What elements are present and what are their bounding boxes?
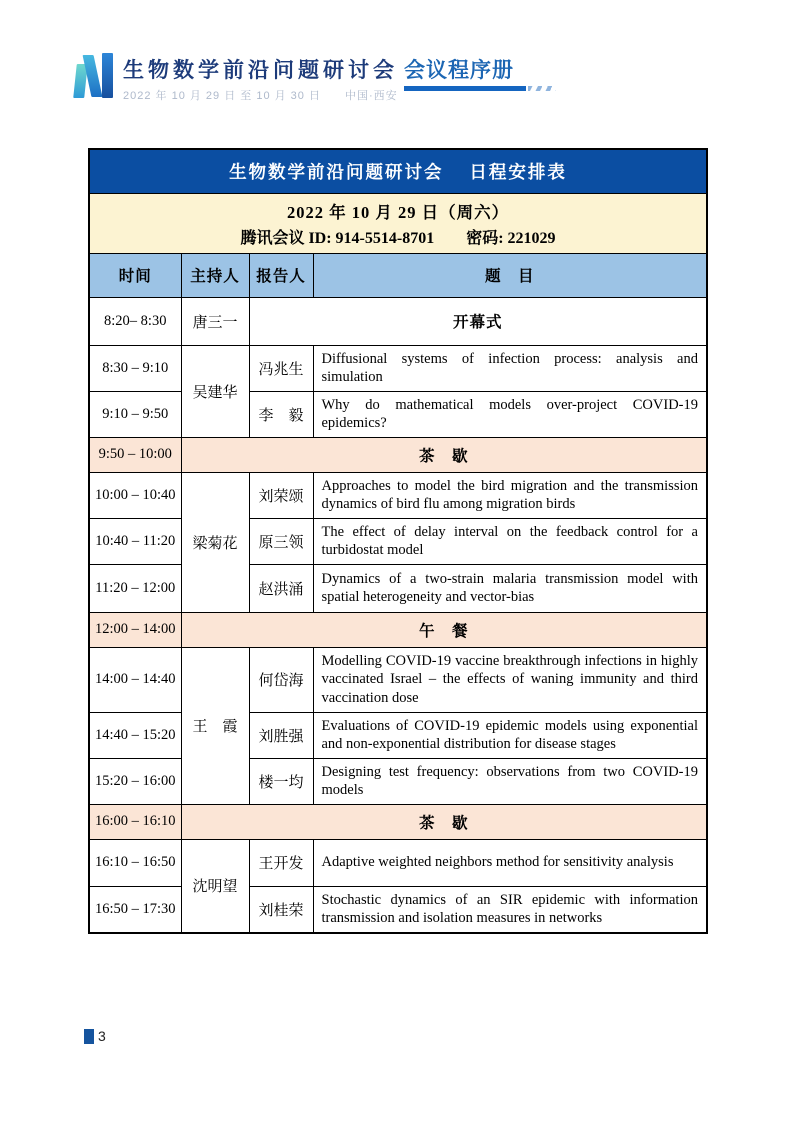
time-cell: 12:00 – 14:00 — [89, 612, 181, 647]
table-row-talk — [89, 472, 707, 518]
break-cell: 茶 歇 — [181, 804, 707, 839]
title-underline-decoration — [404, 86, 526, 91]
table-row-break — [89, 804, 707, 839]
schedule-table — [88, 148, 708, 934]
topic-cell: Approaches to model the bird migration and the transmission dynamics of bird flu among migration birds — [313, 472, 707, 518]
time-cell: 11:20 – 12:00 — [89, 564, 181, 612]
table-row-talk — [89, 345, 707, 391]
conference-title: 生物数学前沿问题研讨会 — [123, 58, 398, 82]
table-row-break — [89, 612, 707, 647]
host-cell: 唐三一 — [181, 297, 249, 345]
table-row-break — [89, 437, 707, 472]
topic-cell: Stochastic dynamics of an SIR epidemic with information transmission and isolation measures in networks — [313, 886, 707, 933]
time-cell: 14:00 – 14:40 — [89, 647, 181, 712]
table-row-talk — [89, 647, 707, 712]
conference-logo-icon — [74, 52, 116, 100]
column-header-time: 时间 — [89, 253, 181, 297]
break-cell: 午 餐 — [181, 612, 707, 647]
speaker-cell: 冯兆生 — [249, 345, 313, 391]
speaker-cell: 原三领 — [249, 518, 313, 564]
column-header-row — [89, 253, 707, 297]
topic-cell: Dynamics of a two-strain malaria transmission model with spatial heterogeneity and vector-bias — [313, 564, 707, 612]
table-title: 生物数学前沿问题研讨会 日程安排表 — [89, 149, 707, 193]
topic-cell: Diffusional systems of infection process: analysis and simulation — [313, 345, 707, 391]
host-cell: 梁菊花 — [181, 472, 249, 612]
conference-date-location: 2022 年 10 月 29 日 至 10 月 30 日 中国·西安 — [123, 90, 398, 102]
topic-cell: Modelling COVID-19 vaccine breakthrough infections in highly vaccinated Israel – the effects of waning immunity and third vaccination dose — [313, 647, 707, 712]
logo-shape-right — [102, 53, 113, 98]
topic-cell: Why do mathematical models over-project COVID-19 epidemics? — [313, 391, 707, 437]
page-number: 3 — [98, 1028, 106, 1044]
header-text-block — [123, 52, 514, 103]
time-cell: 10:00 – 10:40 — [89, 472, 181, 518]
event-cell: 开幕式 — [249, 297, 707, 345]
speaker-cell: 王开发 — [249, 839, 313, 886]
table-row-opening — [89, 297, 707, 345]
table-date-row — [89, 193, 707, 253]
speaker-cell: 刘桂荣 — [249, 886, 313, 933]
page-marker-icon — [84, 1029, 94, 1044]
time-cell: 16:10 – 16:50 — [89, 839, 181, 886]
column-header-topic: 题 目 — [313, 253, 707, 297]
time-cell: 16:50 – 17:30 — [89, 886, 181, 933]
date-cell — [89, 193, 707, 253]
topic-cell: The effect of delay interval on the feedback control for a turbidostat model — [313, 518, 707, 564]
page-header — [74, 52, 514, 103]
column-header-host: 主持人 — [181, 253, 249, 297]
speaker-cell: 赵洪涌 — [249, 564, 313, 612]
time-cell: 16:00 – 16:10 — [89, 804, 181, 839]
topic-cell: Designing test frequency: observations from two COVID-19 models — [313, 758, 707, 804]
time-cell: 9:10 – 9:50 — [89, 391, 181, 437]
topic-cell: Adaptive weighted neighbors method for sensitivity analysis — [313, 839, 707, 886]
time-cell: 9:50 – 10:00 — [89, 437, 181, 472]
speaker-cell: 李 毅 — [249, 391, 313, 437]
host-cell: 吴建华 — [181, 345, 249, 437]
time-cell: 8:20– 8:30 — [89, 297, 181, 345]
table-title-row — [89, 149, 707, 193]
table-row-talk — [89, 839, 707, 886]
page-footer — [84, 1028, 106, 1044]
time-cell: 14:40 – 15:20 — [89, 712, 181, 758]
speaker-cell: 楼一均 — [249, 758, 313, 804]
speaker-cell: 刘胜强 — [249, 712, 313, 758]
booklet-title-text: 会议程序册 — [404, 58, 514, 82]
date-line: 2022 年 10 月 29 日（周六） — [286, 202, 510, 222]
column-header-speaker: 报告人 — [249, 253, 313, 297]
topic-cell: Evaluations of COVID-19 epidemic models using exponential and non-exponential distribution for disease stages — [313, 712, 707, 758]
time-cell: 15:20 – 16:00 — [89, 758, 181, 804]
host-cell: 沈明望 — [181, 839, 249, 933]
speaker-cell: 何岱海 — [249, 647, 313, 712]
time-cell: 10:40 – 11:20 — [89, 518, 181, 564]
speaker-cell: 刘荣颂 — [249, 472, 313, 518]
break-cell: 茶 歇 — [181, 437, 707, 472]
header-title-line — [123, 54, 514, 84]
time-cell: 8:30 – 9:10 — [89, 345, 181, 391]
meeting-id-line: 腾讯会议 ID: 914-5514-8701 密码: 221029 — [240, 229, 556, 247]
booklet-title — [404, 54, 514, 84]
host-cell: 王 霞 — [181, 647, 249, 804]
